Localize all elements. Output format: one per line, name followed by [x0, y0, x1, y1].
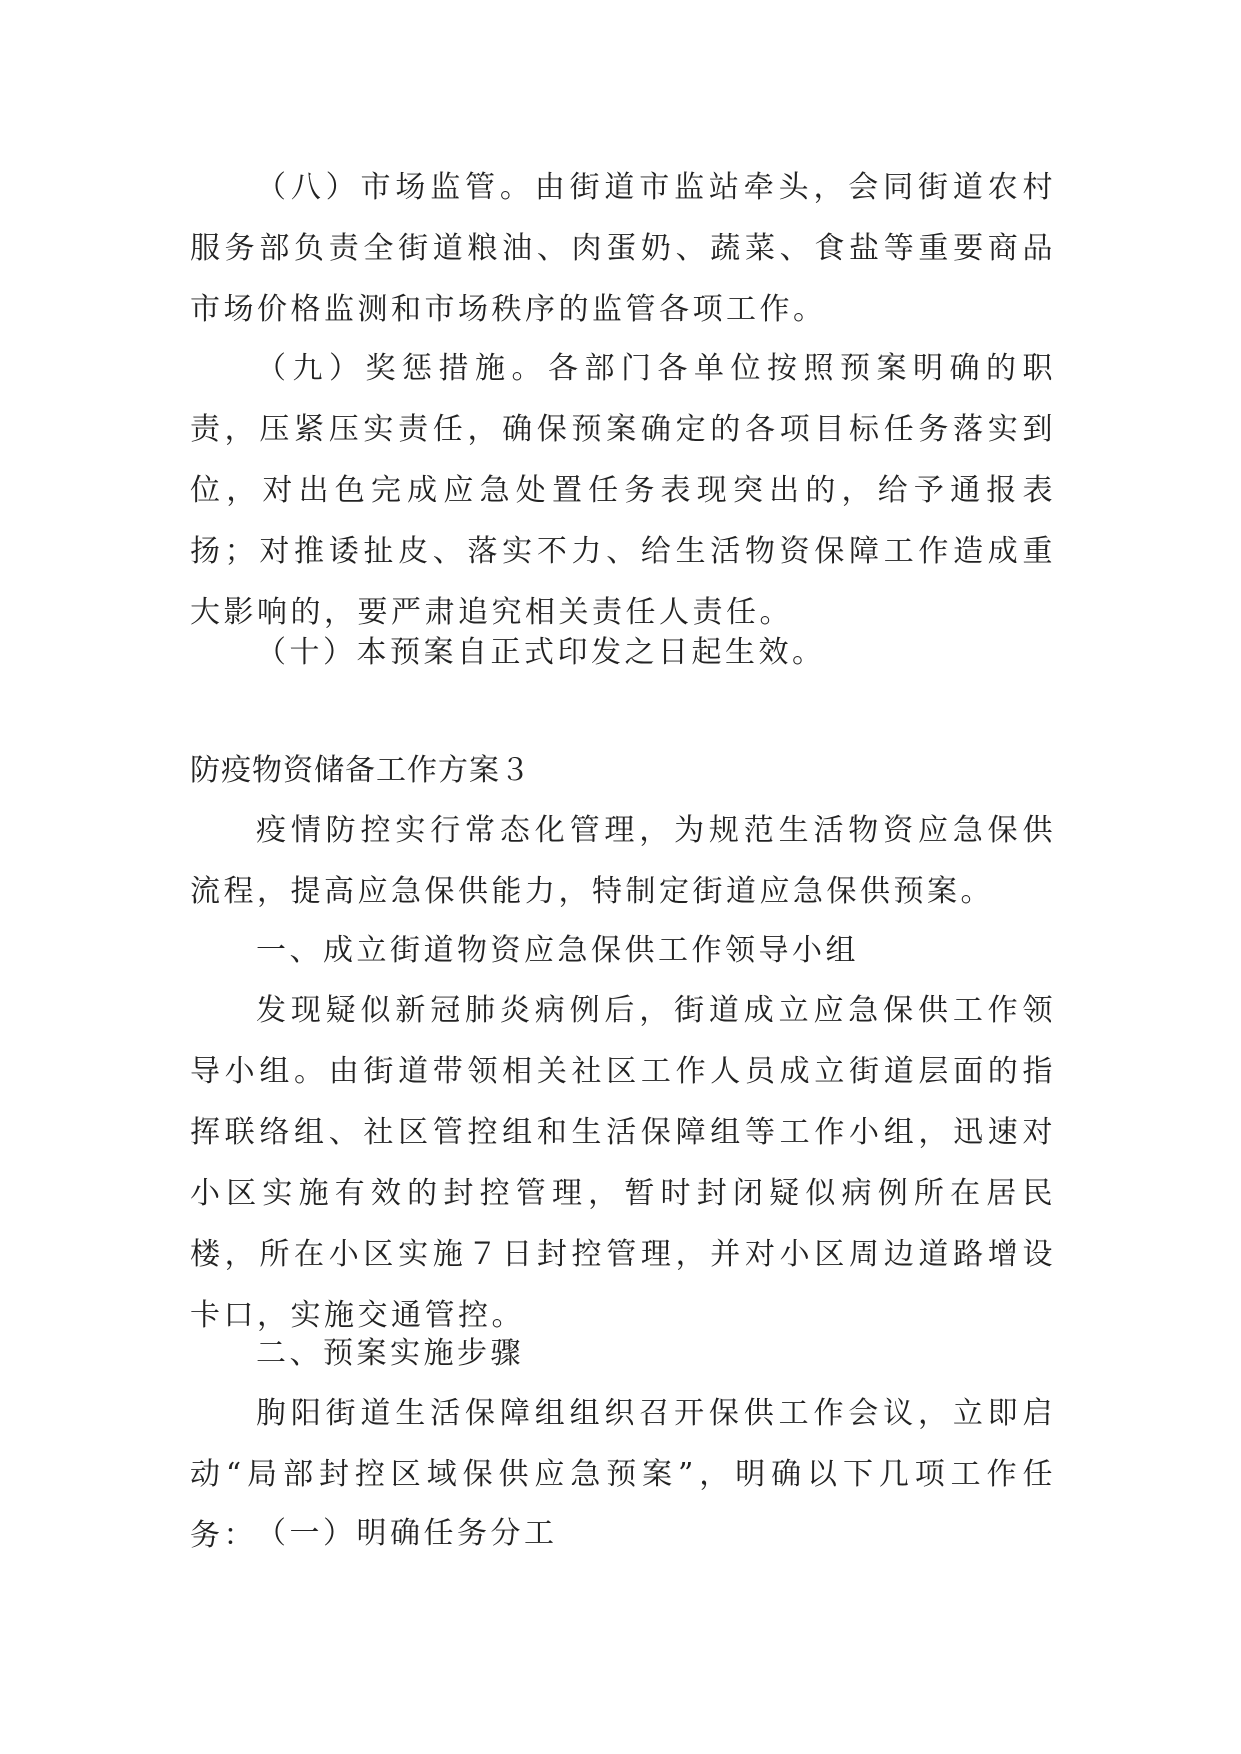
- paragraph-rewards-punishments: （九）奖惩措施。各部门各单位按照预案明确的职责，压紧压实责任，确保预案确定的各项目标任务落实到位，对出色完成应急处置任务表现突出的，给予通报表扬；对推诿扯皮、落实不力、给生活物资保障工作造成重大影响的，要严肃追究相关责任人责任。: [190, 351, 1056, 630]
- plan-title: 防疫物资储备工作方案３: [190, 753, 531, 788]
- heading-two: 二、预案实施步骤: [256, 1336, 524, 1371]
- paragraph-market-supervision: （八）市场监管。由街道市监站牵头，会同街道农村服务部负责全街道粮油、肉蛋奶、蔬菜、食盐等重要商品市场价格监测和市场秩序的监管各项工作。: [190, 170, 1056, 327]
- paragraph-intro: 疫情防控实行常态化管理，为规范生活物资应急保供流程，提高应急保供能力，特制定街道应急保供预案。: [190, 813, 1056, 909]
- paragraph-discovery: 发现疑似新冠肺炎病例后，街道成立应急保供工作领导小组。由街道带领相关社区工作人员成立街道层面的指挥联络组、社区管控组和生活保障组等工作小组，迅速对小区实施有效的封控管理，暂时封闭疑似病例所在居民楼，所在小区实施７日封控管理，并对小区周边道路增设卡口，实施交通管控。: [190, 993, 1056, 1333]
- paragraph-meeting: 朐阳街道生活保障组组织召开保供工作会议，立即启动“局部封控区域保供应急预案”，明确以下几项工作任务：: [190, 1396, 1056, 1553]
- paragraph-effective: （十）本预案自正式印发之日起生效。: [256, 635, 826, 670]
- sub-heading-one: （一）明确任务分工: [256, 1516, 558, 1551]
- heading-one: 一、成立街道物资应急保供工作领导小组: [256, 933, 859, 968]
